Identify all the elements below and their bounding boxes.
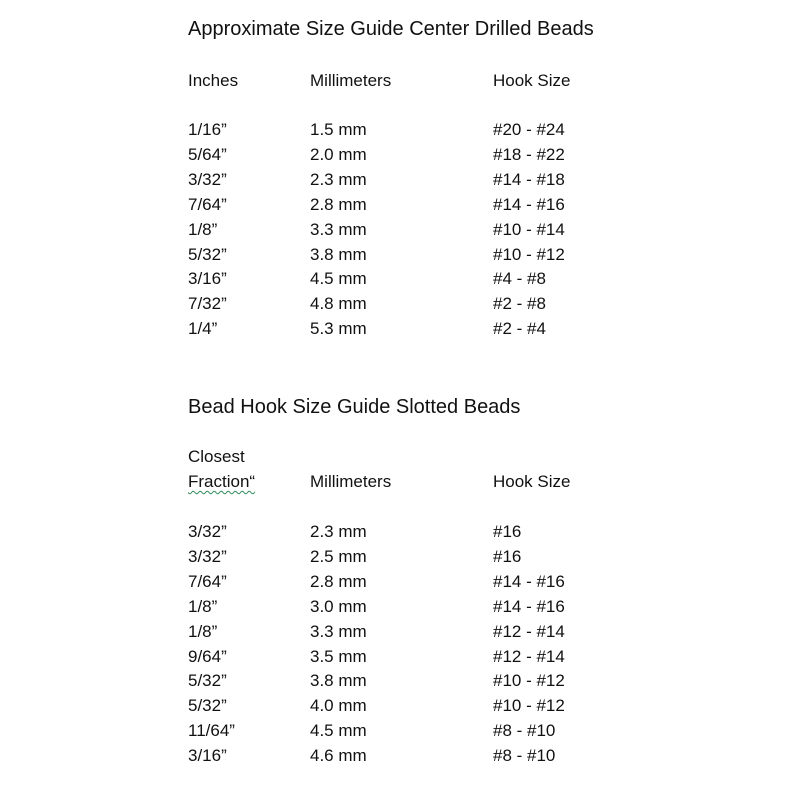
section2-cell-millimeters: 4.0 mm [310, 696, 367, 716]
section1-cell-millimeters: 3.3 mm [310, 219, 367, 239]
section2-header-hook-size: Hook Size [493, 472, 571, 491]
section2-cell-millimeters: 4.6 mm [310, 746, 367, 766]
section1-cell-hook-size: #4 - #8 [493, 269, 546, 289]
section1-title: Approximate Size Guide Center Drilled Beads [188, 18, 594, 40]
section2-cell-millimeters: 3.3 mm [310, 621, 367, 641]
section2-cell-millimeters: 2.3 mm [310, 522, 367, 541]
section1-cell-fraction: 3/16” [188, 269, 227, 289]
section2-cell-millimeters: 2.8 mm [310, 571, 367, 591]
section2-cell-hook-size: #10 - #12 [493, 696, 565, 716]
section1-cell-millimeters: 4.5 mm [310, 269, 367, 289]
section1-cell-hook-size: #10 - #14 [493, 219, 565, 239]
section1-cell-millimeters: 2.8 mm [310, 194, 367, 214]
section2-cell-hook-size: #12 - #14 [493, 621, 565, 641]
section2-cell-fraction: 3/32” [188, 522, 227, 541]
section1-header-hook-size: Hook Size [493, 71, 571, 90]
section2-cell-millimeters: 3.5 mm [310, 646, 367, 666]
section1-cell-fraction: 1/16” [188, 120, 227, 139]
section2-cell-hook-size: #8 - #10 [493, 721, 556, 741]
section1-header-inches: Inches [188, 71, 239, 90]
section1-cell-hook-size: #18 - #22 [493, 144, 565, 164]
section1-cell-hook-size: #2 - #8 [493, 294, 546, 314]
section1-cell-fraction: 3/32” [188, 169, 227, 189]
section1-cell-millimeters: 3.8 mm [310, 244, 367, 264]
section1-cell-fraction: 5/32” [188, 244, 227, 264]
section2-cell-millimeters: 4.5 mm [310, 721, 367, 741]
section2-cell-fraction: 3/32” [188, 546, 227, 566]
section1-header-millimeters: Millimeters [310, 71, 392, 90]
section2-cell-hook-size: #16 [493, 522, 522, 541]
section1-cell-hook-size: #10 - #12 [493, 244, 565, 264]
section2-cell-millimeters: 3.0 mm [310, 596, 367, 616]
section2-cell-fraction: 7/64” [188, 571, 227, 591]
section2-cell-hook-size: #8 - #10 [493, 746, 556, 766]
section1-cell-fraction: 7/32” [188, 294, 227, 314]
section2-cell-hook-size: #14 - #16 [493, 596, 565, 616]
section2-cell-fraction: 5/32” [188, 696, 227, 716]
section2-cell-hook-size: #10 - #12 [493, 671, 565, 691]
section2-header-closest: Closest [188, 447, 245, 466]
section2-cell-fraction: 1/8” [188, 596, 218, 616]
section2-cell-fraction: 5/32” [188, 671, 227, 691]
section1-cell-hook-size: #20 - #24 [493, 120, 565, 139]
section2-header-fraction [188, 471, 255, 493]
section1-cell-millimeters: 1.5 mm [310, 120, 367, 139]
section2-cell-millimeters: 2.5 mm [310, 546, 367, 566]
section1-cell-hook-size: #14 - #16 [493, 194, 565, 214]
section2-cell-hook-size: #14 - #16 [493, 571, 565, 591]
section1-cell-fraction: 7/64” [188, 194, 227, 214]
section2-cell-fraction: 11/64” [188, 721, 235, 741]
section2-cell-fraction: 3/16” [188, 746, 227, 766]
section2-title: Bead Hook Size Guide Slotted Beads [188, 396, 521, 418]
section1-cell-hook-size: #2 - #4 [493, 319, 546, 339]
section2-cell-fraction: 1/8” [188, 621, 218, 641]
section2-cell-millimeters: 3.8 mm [310, 671, 367, 691]
section1-cell-millimeters: 4.8 mm [310, 294, 367, 314]
section1-cell-fraction: 1/8” [188, 219, 218, 239]
section2-cell-fraction: 9/64” [188, 646, 227, 666]
section2-header-fraction-text: Fraction“ [188, 472, 256, 491]
section1-cell-fraction: 5/64” [188, 144, 227, 164]
section1-cell-millimeters: 5.3 mm [310, 319, 367, 339]
section1-cell-fraction: 1/4” [188, 319, 218, 339]
section1-cell-millimeters: 2.0 mm [310, 144, 367, 164]
section2-cell-hook-size: #16 [493, 546, 522, 566]
section2-header-millimeters: Millimeters [310, 472, 392, 491]
section1-cell-millimeters: 2.3 mm [310, 169, 367, 189]
section1-cell-hook-size: #14 - #18 [493, 169, 565, 189]
section2-cell-hook-size: #12 - #14 [493, 646, 565, 666]
